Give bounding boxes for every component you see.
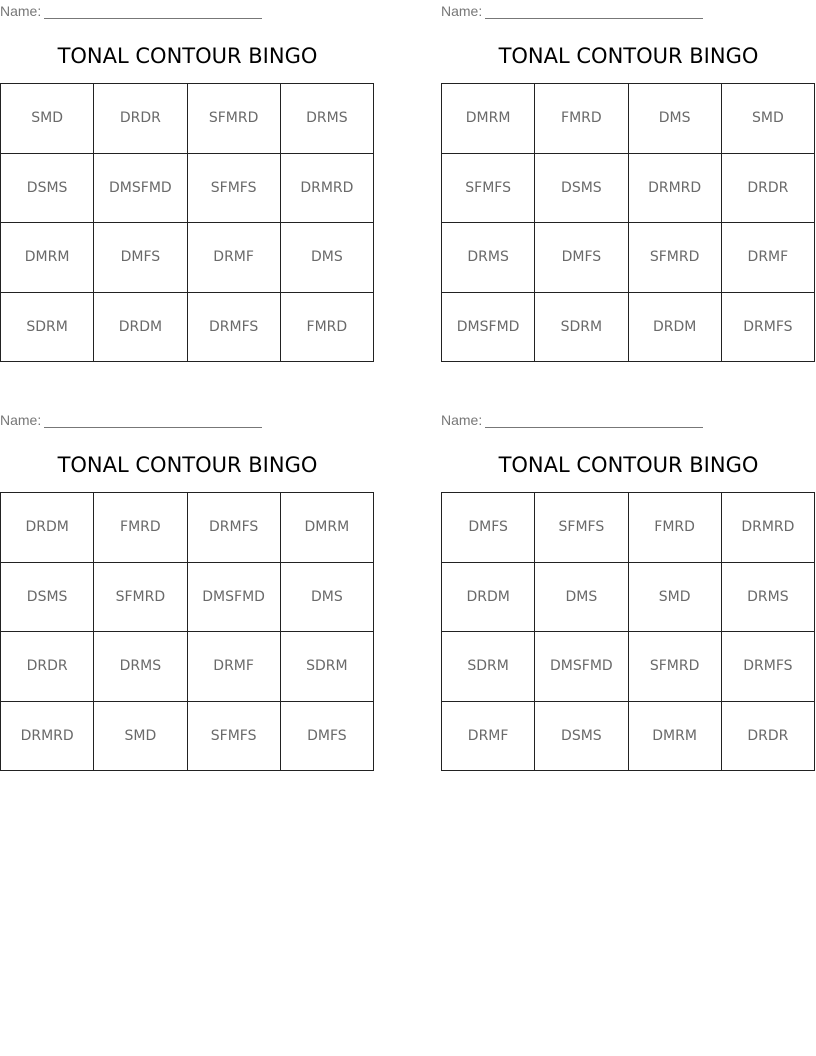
bingo-cell: DRDM	[629, 293, 722, 363]
bingo-cell: DRMFS	[722, 293, 815, 363]
bingo-cell: FMRD	[281, 293, 374, 363]
bingo-card-3	[0, 409, 375, 774]
bingo-cell: DMRM	[442, 84, 535, 154]
bingo-cell: SDRM	[281, 632, 374, 702]
bingo-grid	[0, 492, 374, 771]
bingo-grid	[441, 492, 815, 771]
bingo-cell: DRMRD	[629, 154, 722, 224]
card-title: TONAL CONTOUR BINGO	[57, 453, 318, 477]
bingo-cell: DRMF	[188, 223, 281, 293]
name-field[interactable]	[0, 412, 262, 428]
bingo-cell: SDRM	[1, 293, 94, 363]
bingo-card-2	[441, 0, 816, 365]
bingo-cell: DRMRD	[722, 493, 815, 563]
bingo-cell: FMRD	[535, 84, 628, 154]
bingo-cell: DMS	[629, 84, 722, 154]
bingo-cell: DRMS	[281, 84, 374, 154]
name-label: Name:	[441, 412, 483, 428]
bingo-cell: SDRM	[535, 293, 628, 363]
bingo-card-1	[0, 0, 375, 365]
bingo-cell: DRMFS	[188, 293, 281, 363]
name-underline[interactable]	[44, 413, 262, 428]
bingo-cell: DMFS	[535, 223, 628, 293]
bingo-cell: DRMRD	[1, 702, 94, 772]
bingo-cell: DMS	[535, 563, 628, 633]
bingo-grid	[0, 83, 374, 362]
bingo-cell: DMSFMD	[535, 632, 628, 702]
bingo-cell: SFMRD	[188, 84, 281, 154]
bingo-cell: DRDR	[722, 702, 815, 772]
bingo-cell: FMRD	[94, 493, 187, 563]
card-title: TONAL CONTOUR BINGO	[498, 44, 759, 68]
name-underline[interactable]	[485, 413, 703, 428]
bingo-cell: DSMS	[1, 563, 94, 633]
bingo-cell: DSMS	[1, 154, 94, 224]
bingo-cell: DRDM	[1, 493, 94, 563]
bingo-cell: DSMS	[535, 702, 628, 772]
bingo-cell: SFMFS	[442, 154, 535, 224]
bingo-cell: DRMF	[722, 223, 815, 293]
name-label: Name:	[0, 412, 42, 428]
bingo-cell: SFMRD	[94, 563, 187, 633]
bingo-cell: DMRM	[281, 493, 374, 563]
bingo-cell: DMS	[281, 223, 374, 293]
bingo-cell: DSMS	[535, 154, 628, 224]
bingo-cell: DMFS	[281, 702, 374, 772]
bingo-cell: DRMS	[442, 223, 535, 293]
bingo-cell: DMSFMD	[94, 154, 187, 224]
bingo-cell: SMD	[94, 702, 187, 772]
bingo-cell: DRMF	[442, 702, 535, 772]
name-field[interactable]	[441, 3, 703, 19]
name-field[interactable]	[0, 3, 262, 19]
card-title: TONAL CONTOUR BINGO	[498, 453, 759, 477]
bingo-cell: DMS	[281, 563, 374, 633]
card-title: TONAL CONTOUR BINGO	[57, 44, 318, 68]
bingo-cell: DRDR	[94, 84, 187, 154]
name-underline[interactable]	[44, 4, 262, 19]
bingo-cell: SMD	[722, 84, 815, 154]
bingo-cell: DRMF	[188, 632, 281, 702]
bingo-cell: DRMRD	[281, 154, 374, 224]
bingo-card-4	[441, 409, 816, 774]
bingo-cell: SFMFS	[188, 702, 281, 772]
bingo-cell: SDRM	[442, 632, 535, 702]
bingo-cell: DMFS	[442, 493, 535, 563]
bingo-grid	[441, 83, 815, 362]
bingo-cell: DRMFS	[188, 493, 281, 563]
bingo-cell: SFMFS	[188, 154, 281, 224]
bingo-cell: DRDR	[1, 632, 94, 702]
name-label: Name:	[441, 3, 483, 19]
bingo-cell: DRDM	[94, 293, 187, 363]
bingo-cell: SMD	[1, 84, 94, 154]
name-label: Name:	[0, 3, 42, 19]
bingo-cell: DMRM	[629, 702, 722, 772]
name-underline[interactable]	[485, 4, 703, 19]
bingo-cell: SFMRD	[629, 223, 722, 293]
bingo-cell: SFMRD	[629, 632, 722, 702]
bingo-cell: SMD	[629, 563, 722, 633]
bingo-cell: SFMFS	[535, 493, 628, 563]
bingo-cell: DRMFS	[722, 632, 815, 702]
name-field[interactable]	[441, 412, 703, 428]
bingo-cell: DRMS	[722, 563, 815, 633]
bingo-cell: DMFS	[94, 223, 187, 293]
bingo-cell: DMSFMD	[442, 293, 535, 363]
bingo-cell: DRDR	[722, 154, 815, 224]
bingo-cell: DMSFMD	[188, 563, 281, 633]
bingo-cell: FMRD	[629, 493, 722, 563]
bingo-cell: DMRM	[1, 223, 94, 293]
bingo-cell: DRDM	[442, 563, 535, 633]
bingo-cell: DRMS	[94, 632, 187, 702]
